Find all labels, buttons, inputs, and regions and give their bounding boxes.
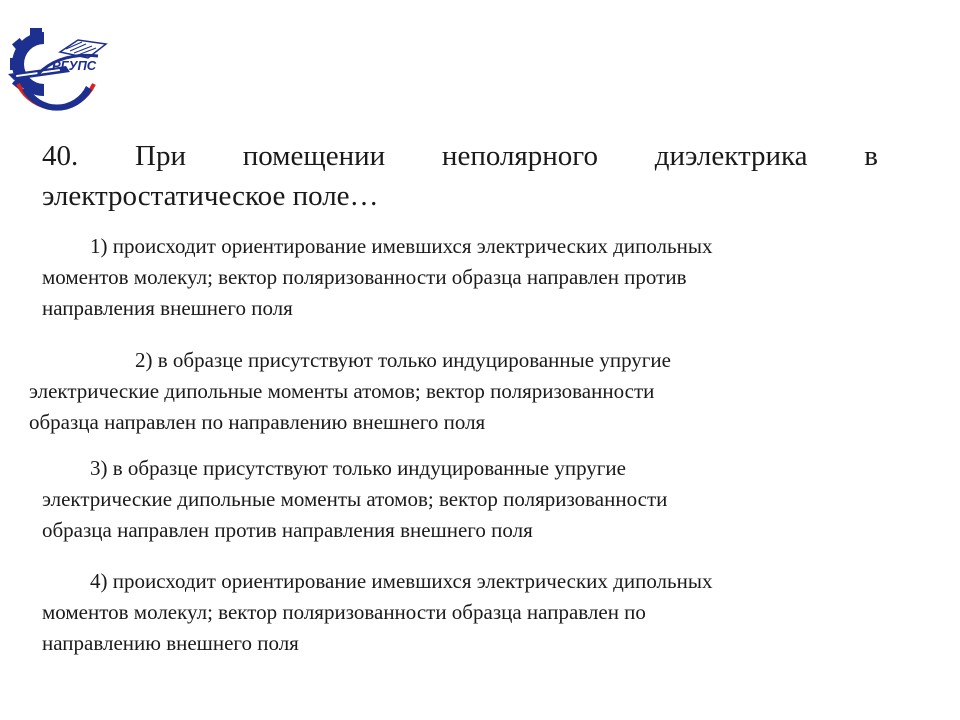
logo-text: РГУПС (52, 58, 97, 73)
option-line: 2) в образце присутствуют только индуцированные упругие (135, 348, 671, 372)
answer-option-3[interactable] (42, 453, 667, 546)
answer-option-2[interactable] (29, 345, 671, 438)
option-line: электрические дипольные моменты атомов; вектор поляризованности (29, 379, 655, 403)
option-line: моментов молекул; вектор поляризованности образца направлен против (42, 265, 687, 289)
question-word: 40. (42, 140, 79, 172)
option-line: электрические дипольные моменты атомов; вектор поляризованности (42, 487, 668, 511)
answer-option-1[interactable] (42, 231, 712, 324)
question-line-1 (42, 136, 878, 176)
gear-icon (10, 28, 44, 96)
option-line: направлению внешнего поля (42, 631, 299, 655)
option-line: моментов молекул; вектор поляризованности образца направлен по (42, 600, 646, 624)
question-word: При (135, 140, 186, 172)
question-word: в (864, 140, 878, 172)
option-line: 1) происходит ориентирование имевшихся электрических дипольных (90, 234, 713, 258)
question-word: помещении (242, 140, 386, 172)
question-heading (42, 136, 878, 216)
question-word: неполярного (441, 140, 598, 172)
option-line: направления внешнего поля (42, 296, 293, 320)
option-line: образца направлен против направления внешнего поля (42, 518, 533, 542)
option-line: 3) в образце присутствуют только индуцированные упругие (90, 456, 626, 480)
answer-option-4[interactable] (42, 566, 712, 659)
question-word: диэлектрика (654, 140, 808, 172)
question-line-2: электростатическое поле… (42, 180, 379, 212)
option-line: образца направлен по направлению внешнего поля (29, 410, 486, 434)
university-logo (8, 22, 112, 118)
option-line: 4) происходит ориентирование имевшихся электрических дипольных (90, 569, 713, 593)
